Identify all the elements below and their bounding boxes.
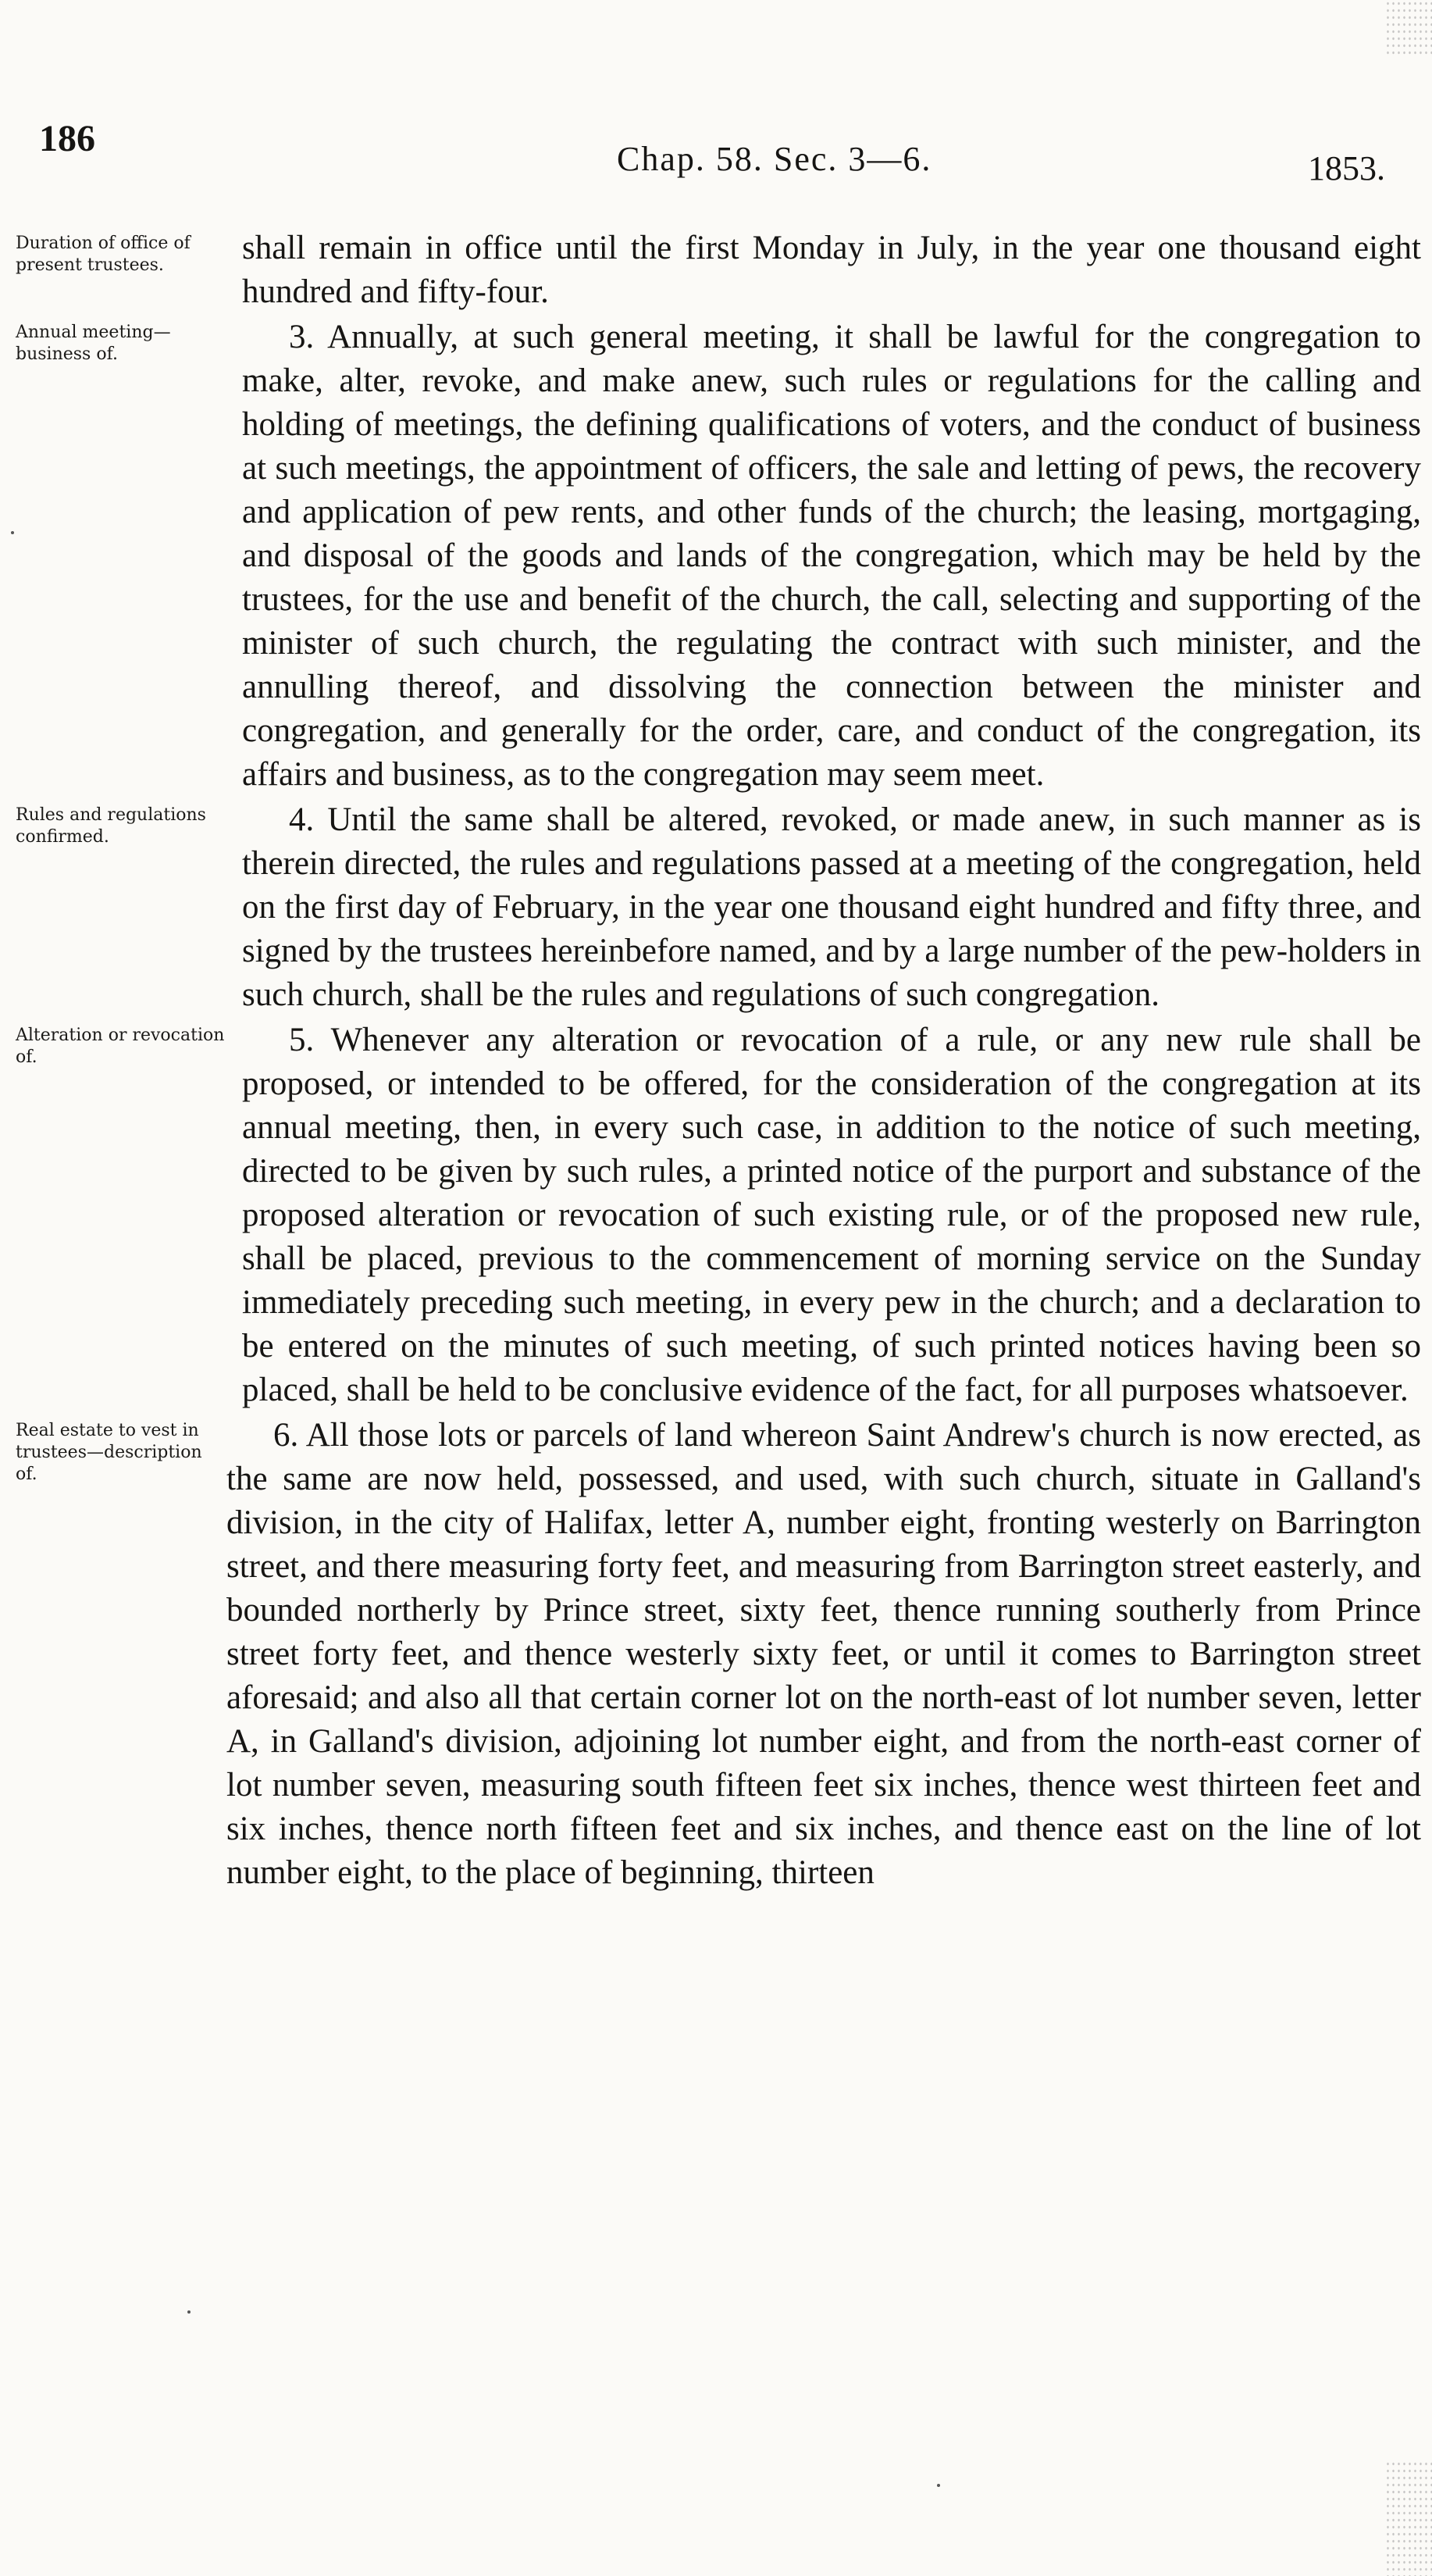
section-text [242, 798, 1421, 1017]
section-body: Whenever any alteration or revocation of a rule, or any new rule shall be proposed, or intended to be offered, for the consideration of the congregation at its annual meeting, then, in every such case, in addition to the notice of such meeting, directed to be given by such rules, a printed notice of the purport and substance of the proposed alteration or revocation of such existing rule, or of the proposed new rule, shall be placed, previous to the commencement of morning service on the Sunday immediately preceding such meeting, in every pew in the church; and a declaration to be entered on the minutes of such meeting, of such printed notices having been so placed, shall be held to be conclusive evidence of the fact, for all purposes whatsoever. [242, 1022, 1421, 1408]
scan-speck [11, 531, 14, 534]
page-year: 1853. [1308, 149, 1385, 187]
page-header [39, 117, 1385, 187]
scan-speck [937, 2484, 940, 2487]
section-body: All those lots or parcels of land whereon Saint Andrew's church is now erected, as the same are now held, possessed, and used, with such church, situate in Galland's division, in the city of Halifax, letter A, number eight, fronting westerly on Barrington street, and there measuring forty feet, and measuring from Barrington street easterly, and bounded northerly by Prince street, sixty feet, thence running southerly from Prince street forty feet, and thence westerly sixty feet, or until it comes to Barrington street aforesaid; and also all that certain corner lot on the north-east of lot number seven, letter A, in Galland's division, adjoining lot number eight, and from the north-east corner of lot number seven, measuring south fifteen feet six inches, thence west thirteen feet and six inches, thence north fifteen feet and six inches, and thence east on the line of lot number eight, to the place of beginning, thirteen [226, 1417, 1421, 1891]
page-number: 186 [39, 118, 95, 159]
section-body: Until the same shall be altered, revoked, or made anew, in such manner as is therein directed, the rules and regulations passed at a meeting of the congregation, held on the first day of February, in the year one thousand eight hundred and fifty three, and signed by the trustees hereinbefore named, and by a large number of the pew-holders in such church, shall be the rules and regulations of such congregation. [242, 801, 1421, 1013]
section-body: Annually, at such general meeting, it shall be lawful for the congregation to make, alter, revoke, and make anew, such rules or regulations for the calling and holding of meetings, the defining qualifications of voters, and the conduct of business at such meetings, the appointment of officers, the sale and letting of pews, the recovery and application of pew rents, and other funds of the church; the leasing, mortgaging, and disposal of the goods and lands of the congregation, which may be held by the trustees, for the use and benefit of the church, the call, selecting and supporting of the minister of such church, the regulating the contract with such minister, and the annulling thereof, and dissolving the connection between the minister and congregation, and generally for the order, care, and conduct of the congregation, its affairs and business, as to the congregation may seem meet. [242, 319, 1421, 793]
margin-note: Alteration or revocation of. [16, 1026, 225, 1067]
section-text [242, 1019, 1421, 1412]
scan-edge-noise-top [1385, 0, 1432, 55]
section-number: 3. [289, 319, 315, 355]
section-text [242, 316, 1421, 797]
section-3 [16, 316, 1421, 797]
margin-note: Annual meeting—business of. [16, 323, 171, 364]
section-body: shall remain in office until the first Monday in July, in the year one thousand eight hundred and fifty-four. [242, 230, 1421, 310]
margin-note: Duration of office of present trustees. [16, 234, 191, 275]
section-6 [16, 1414, 1421, 1895]
statute-body [16, 227, 1421, 1895]
section-4 [16, 798, 1421, 1017]
section-5 [16, 1019, 1421, 1412]
scan-speck [187, 2310, 191, 2314]
scan-edge-noise-bottom [1385, 2460, 1432, 2576]
margin-note: Real estate to vest in trustees—description of. [16, 1421, 202, 1484]
section-number: 5. [289, 1022, 315, 1058]
section-number: 6. [273, 1417, 299, 1454]
section-number: 4. [289, 801, 315, 838]
section-text [226, 1414, 1421, 1895]
section-text [242, 227, 1421, 314]
margin-note: Rules and regulations confirmed. [16, 805, 206, 847]
running-head: Chap. 58. Sec. 3—6. [617, 140, 932, 178]
section-continuation [16, 227, 1421, 314]
